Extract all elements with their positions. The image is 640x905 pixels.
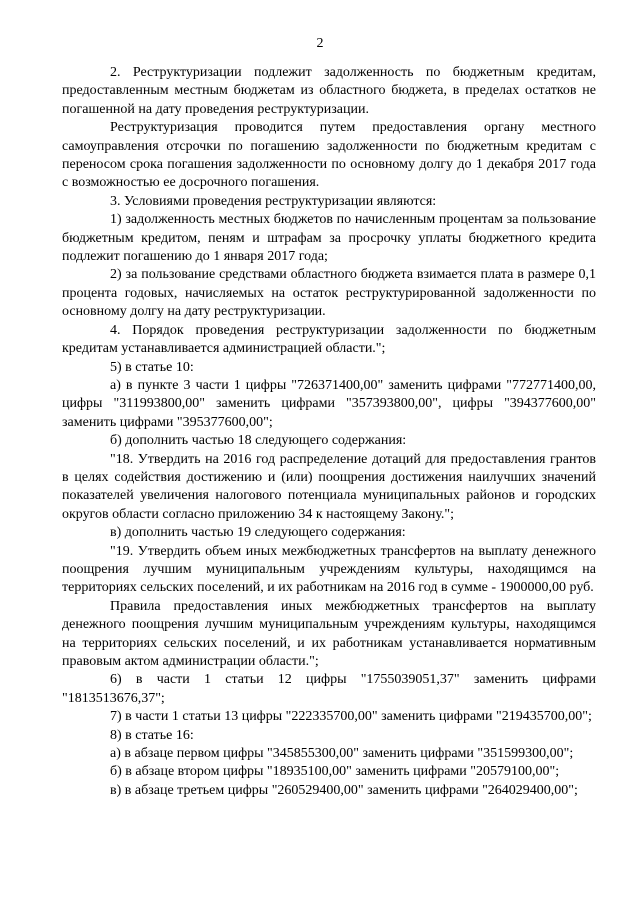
document-body	[62, 64, 600, 800]
paragraph-item-2: 2. Реструктуризации подлежит задолженность по бюджетным кредитам, предоставленным местным бюджетам из областного бюджета, в пределах остатков не погашенной на дату проведения реструктуризации.	[62, 65, 600, 117]
page-number: 2	[316, 36, 324, 51]
paragraph-part-18: "18. Утвердить на 2016 год распределение дотаций для предоставления грантов в целях содействия достижению и (или) поощрения достижения наилучших значений показателей увеличения налогового потенциала муниципальных районов и городских округов области согласно приложению 34 к настоящему Закону.";	[62, 451, 600, 522]
paragraph-amend-8b: б) в абзаце втором цифры "18935100,00" заменить цифрами "20579100,00";	[110, 764, 560, 780]
paragraph-amend-6: 6) в части 1 статьи 12 цифры "1755039051,37" заменить цифрами "1813513676,37";	[62, 672, 600, 706]
paragraph-rules: Правила предоставления иных межбюджетных трансфертов на выплату денежного поощрения лучшим муниципальным учреждениям культуры, находящимся на территориях сельских поселений, и их работникам устанавливается нормативным правовым актом администрации области.";	[62, 598, 600, 669]
paragraph-condition-2: 2) за пользование средствами областного бюджета взимается плата в размере 0,1 процента годовых, начисляемых на остаток реструктурированной задолженности по основному долгу на дату реструктуризации.	[62, 267, 600, 320]
paragraph-item-4: 4. Порядок проведения реструктуризации задолженности по бюджетным кредитам устанавливается администрацией области.";	[62, 322, 600, 357]
paragraph-amend-5a: а) в пункте 3 части 1 цифры "726371400,00" заменить цифрами "772771400,00, цифры "311993800,00" заменить цифрами "357393800,00", цифры "394377600,00" заменить цифрами "395377600,00";	[62, 377, 600, 430]
paragraph-condition-1: 1) задолженность местных бюджетов по начисленным процентам за пользование бюджетным кредитом, пеням и штрафам за просрочку уплаты бюджетного кредита подлежит погашению до 1 января 2017 года;	[62, 212, 600, 265]
paragraph-restructuring-method: Реструктуризация проводится путем предоставления органу местного самоуправления отсрочки по погашению задолженности по бюджетным кредитам с переносом срока погашения задолженности по основному долгу до 1 декабря 2017 года с возможностью ее досрочного погашения.	[62, 120, 600, 191]
paragraph-amend-7: 7) в части 1 статьи 13 цифры "222335700,00" заменить цифрами "219435700,00";	[110, 709, 592, 725]
paragraph-part-19: "19. Утвердить объем иных межбюджетных трансфертов на выплату денежного поощрения лучшим муниципальным учреждениям культуры, находящимся на территориях сельских поселений, и их работникам на 2016 год в сумме - 1900000,00 руб.	[62, 543, 600, 596]
paragraph-amend-8a: а) в абзаце первом цифры "345855300,00" заменить цифрами "351599300,00";	[110, 746, 574, 762]
paragraph-amend-8c: в) в абзаце третьем цифры "260529400,00" заменить цифрами "264029400,00";	[110, 782, 578, 798]
paragraph-amend-5b: б) дополнить частью 18 следующего содержания:	[110, 433, 407, 449]
paragraph-amend-5: 5) в статье 10:	[110, 359, 194, 375]
paragraph-amend-5c: в) дополнить частью 19 следующего содержания:	[110, 525, 406, 541]
paragraph-item-3: 3. Условиями проведения реструктуризации являются:	[110, 193, 437, 209]
paragraph-amend-8: 8) в статье 16:	[110, 727, 194, 743]
